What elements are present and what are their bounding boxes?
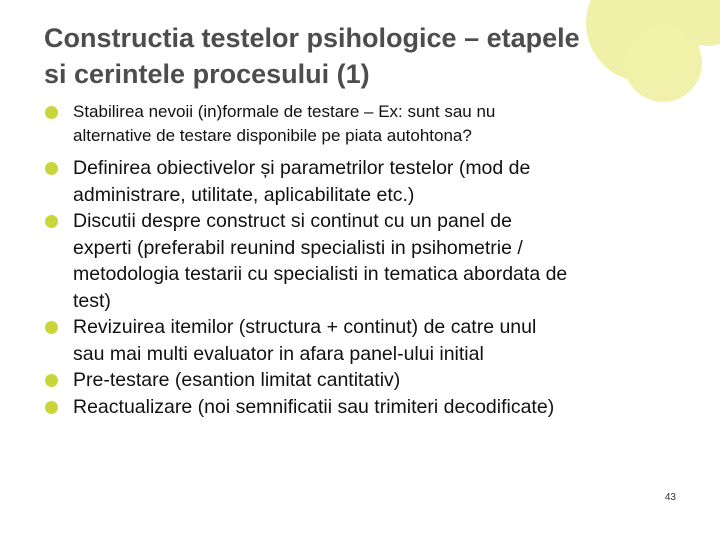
- bullet-dot-icon: [45, 401, 58, 414]
- bullet-text: [73, 100, 694, 148]
- bullet-text: [73, 155, 694, 208]
- bullet-text-line: Pre-testare (esantion limitat cantitativ): [73, 369, 401, 391]
- bullet-item: [44, 314, 694, 367]
- bullet-text: [73, 314, 694, 367]
- bullet-text-line: Discutii despre construct si continut cu un panel de: [73, 210, 512, 232]
- slide-title-line: si cerintele procesului (1): [44, 59, 370, 89]
- bullet-dot-icon: [45, 215, 58, 228]
- bullet-item: [44, 100, 694, 148]
- bullet-item: [44, 208, 694, 314]
- bullet-text-line: alternative de testare disponibile pe piata autohtona?: [73, 126, 472, 145]
- bullet-text-line: test): [73, 289, 111, 312]
- bullet-list: [44, 100, 694, 420]
- bullet-item: [44, 367, 694, 394]
- bullet-text: [73, 208, 694, 314]
- bullet-text: [73, 394, 694, 421]
- slide-title-line: Constructia testelor psihologice – etapele: [44, 23, 580, 53]
- bullet-text-line: experti (preferabil reunind specialisti in psihometrie /: [73, 236, 523, 259]
- bullet-text-line: sau mai multi evaluator in afara panel-ului initial: [73, 342, 484, 365]
- bullet-text-line: Reactualizare (noi semnificatii sau trimiteri decodificate): [73, 395, 555, 418]
- bullet-item: [44, 394, 694, 421]
- page-number: 43: [664, 492, 676, 503]
- bullet-text: [73, 367, 694, 394]
- bullet-dot-icon: [45, 321, 58, 334]
- bullet-text-line: Definirea obiectivelor și parametrilor testelor (mod de: [73, 157, 531, 179]
- bullet-text-line: Revizuirea itemilor (structura + continut) de catre unul: [73, 316, 537, 338]
- bullet-dot-icon: [45, 162, 58, 175]
- bullet-text-line: Stabilirea nevoii (in)formale de testare – Ex: sunt sau nu: [73, 102, 496, 121]
- bullet-text-line: metodologia testarii cu specialisti in tematica abordata de: [73, 263, 568, 285]
- slide-title: [44, 20, 694, 92]
- bullet-text-line: administrare, utilitate, aplicabilitate etc.): [73, 183, 415, 206]
- bullet-dot-icon: [45, 374, 58, 387]
- bullet-dot-icon: [45, 106, 58, 119]
- bullet-item: [44, 155, 694, 208]
